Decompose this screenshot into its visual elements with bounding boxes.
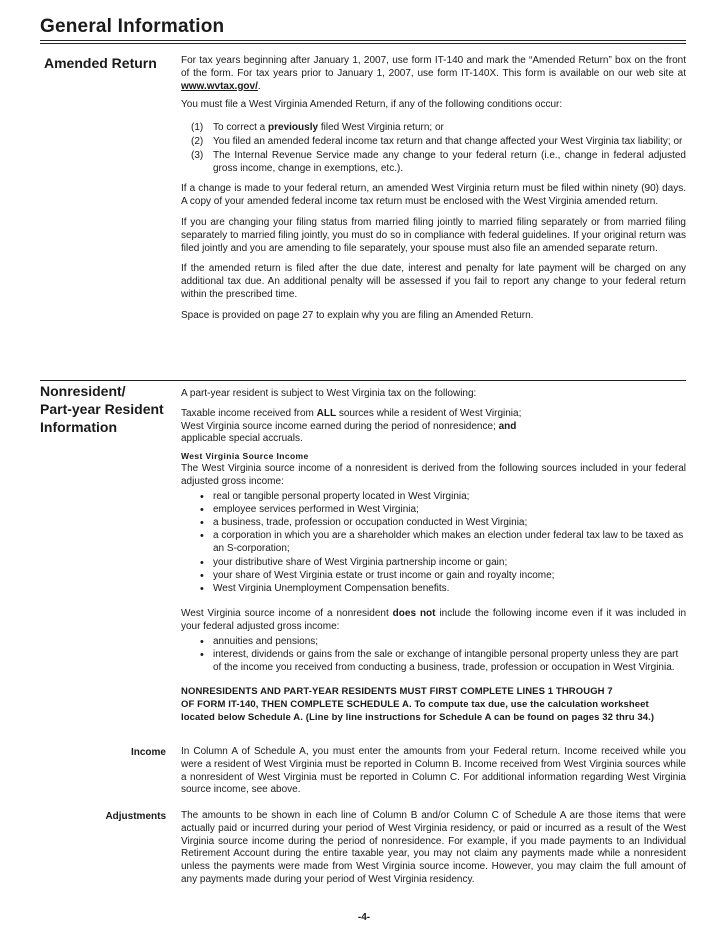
income-heading: Income	[130, 747, 166, 758]
amended-p5: If the amended return is filed after the due date, interest and penalty for late payment will be charged on any additional tax due. An additional penalty will be assessed if you fail to report any change to your federal return within the prescribed time.	[181, 263, 686, 300]
list-item: • a corporation in which you are a shareholder which makes an election under federal tax law to be taxed as an S-corporation;	[198, 530, 686, 556]
list-item: (1) To correct a previously filed West Virginia return; or	[191, 122, 444, 134]
source-income-heading: West Virginia Source Income	[181, 451, 309, 462]
exclusions-intro: West Virginia source income of a nonresident does not include the following income even if it was included in your federal adjusted gross income:	[181, 607, 686, 632]
title-rule-thick	[40, 40, 686, 41]
adjustments-text: The amounts to be shown in each line of Column B and/or Column C of Schedule A are those items that were actually paid or incurred during your period of West Virginia residency, or paid or incurred as a result of the West Virginia source income during the period of nonresidence. For example, if you made payments to an Individual Retirement Account during the entire taxable year, you may not claim any payments made while a nonresident unless the payments were made from West Virginia source income. However, you may claim the full amount of any payments made during your period of West Virginia residency.	[181, 810, 686, 885]
amended-p6: Space is provided on page 27 to explain why you are filing an Amended Return.	[181, 309, 534, 321]
list-item: • your share of West Virginia estate or trust income or gain and royalty income;	[198, 570, 686, 583]
schedule-a-notice: NONRESIDENTS AND PART-YEAR RESIDENTS MUST FIRST COMPLETE LINES 1 THROUGH 7 OF FORM IT-140, THEN COMPLETE SCHEDULE A. To compute tax due, use the calculation worksheet located below Schedule A. (Line by line instructions for Schedule A can be found on pages 32 thru 34.)	[181, 686, 655, 724]
adjustments-heading: Adjustments	[105, 811, 166, 822]
amended-p3: If a change is made to your federal return, an amended West Virginia return must be filed within ninety (90) days. A copy of your amended federal income tax return must be enclosed with the West Virginia amended return.	[181, 183, 686, 208]
section-divider	[40, 380, 686, 381]
list-item: • your distributive share of West Virginia partnership income or gain;	[198, 557, 686, 570]
income-section	[181, 746, 686, 805]
list-item: (2) You filed an amended federal income tax return and that change affected your West Virginia tax liability; or	[191, 135, 683, 147]
amended-conditions-intro: You must file a West Virginia Amended Return, if any of the following conditions occur:	[181, 99, 563, 111]
part-year-taxable: Taxable income received from ALL sources while a resident of West Virginia; West Virginia source income earned during the period of nonresidence; and applicable special accruals.	[181, 407, 522, 445]
adjustments-section	[181, 810, 686, 895]
page-title: General Information	[40, 16, 225, 37]
amended-return-heading: Amended Return	[44, 55, 157, 71]
title-rule-thin	[40, 43, 686, 44]
page-number: -4-	[357, 912, 371, 923]
list-item: • interest, dividends or gains from the sale or exchange of intangible personal property unless they are part of the income you received from conducting a business, trade, profession or occupation in West Virginia.	[198, 649, 686, 675]
list-item: • employee services performed in West Virginia;	[198, 504, 686, 517]
source-income-list	[181, 491, 686, 596]
source-income-intro: The West Virginia source income of a nonresident is derived from the following sources included in your federal adjusted gross income:	[181, 462, 686, 487]
list-item: • a business, trade, profession or occupation conducted in West Virginia;	[198, 517, 686, 530]
amended-p4: If you are changing your filing status from married filing jointly to married filing separately or from married filing separately to married filing jointly, you must do so in compliance with federal guidelines. If your original return was filed jointly and you are amending to file separately, your spouse must also file an amended separate return.	[181, 216, 686, 254]
list-item: • real or tangible personal property located in West Virginia;	[198, 491, 686, 504]
amended-return-section	[181, 55, 686, 331]
website-link[interactable]: www.wvtax.gov/	[181, 80, 258, 92]
list-item: (3) The Internal Revenue Service made any change to your federal return (i.e., change in federal adjusted gross income, change in exemptions, etc.).	[191, 149, 686, 174]
exclusions-list	[181, 636, 686, 675]
part-year-intro: A part-year resident is subject to West Virginia tax on the following:	[181, 388, 477, 399]
amended-intro: For tax years beginning after January 1, 2007, use form IT-140 and mark the “Amended Return” box on the front of the form. For tax years prior to January 1, 2007, use form IT-140X. This form is available on our web site at www.wvtax.gov/.	[181, 55, 686, 92]
amended-conditions-list	[181, 122, 686, 175]
income-text: In Column A of Schedule A, you must enter the amounts from your Federal return. Income received while you were a resident of West Virginia must be reported in Column B. Income received from West Virginia sources while a nonresident of West Virginia must be reported in Column C. For additional information regarding West Virginia source income, see above.	[181, 746, 686, 796]
list-item: • annuities and pensions;	[198, 636, 686, 649]
nonresident-heading: Nonresident/ Part-year Resident Information	[40, 383, 164, 435]
nonresident-section	[181, 388, 686, 725]
list-item: • West Virginia Unemployment Compensation benefits.	[198, 583, 686, 596]
